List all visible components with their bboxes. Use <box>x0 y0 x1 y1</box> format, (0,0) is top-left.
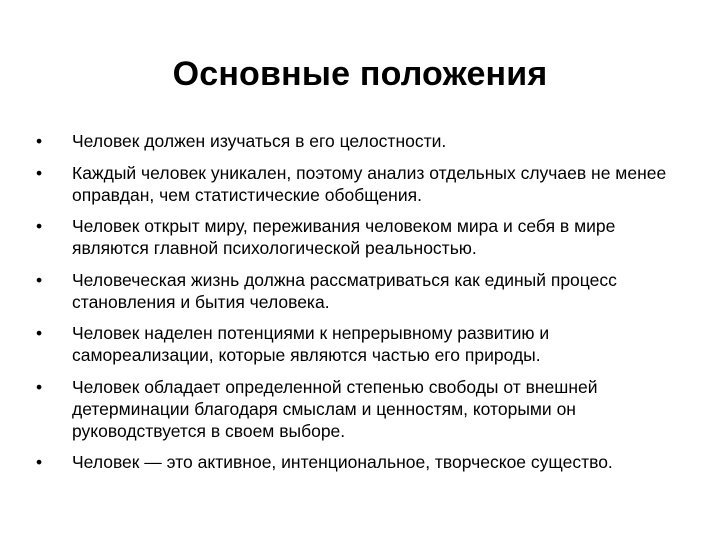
list-item <box>36 162 686 206</box>
list-item <box>36 215 686 259</box>
list-item <box>36 451 686 473</box>
list-item <box>36 322 686 366</box>
bullet-marker: • <box>36 376 43 397</box>
bullet-marker: • <box>36 269 43 290</box>
bullet-text: Человек должен изучаться в его целостности. <box>72 131 447 151</box>
bullet-text: Человек наделен потенциями к непрерывному развитию и самореализации, которые являются частью его природы. <box>72 323 550 365</box>
bullet-marker: • <box>36 216 43 236</box>
list-item <box>36 130 686 152</box>
bullet-text: Человек обладает определенной степенью свободы от внешней детерминации благодаря смыслам и ценностям, которыми он руководствуется в своем выборе. <box>72 376 598 441</box>
bullet-marker: • <box>36 452 43 472</box>
bullet-text: Человек — это активное, интенциональное, творческое существо. <box>72 452 613 472</box>
bullet-text: Человеческая жизнь должна рассматриваться как единый процесс становления и бытия человека. <box>72 269 617 312</box>
list-item <box>36 376 686 442</box>
bullet-text: Каждый человек уникален, поэтому анализ отдельных случаев не менее оправдан, чем статистические обобщения. <box>72 162 667 205</box>
bullet-marker: • <box>36 323 43 343</box>
slide-title: Основные положения <box>172 55 548 93</box>
bullet-marker: • <box>36 162 43 183</box>
bullet-text: Человек открыт миру, переживания человеком мира и себя в мире являются главной психологической реальностью. <box>72 216 616 258</box>
bullet-marker: • <box>36 131 43 151</box>
bullet-list <box>36 130 686 483</box>
list-item <box>36 269 686 313</box>
